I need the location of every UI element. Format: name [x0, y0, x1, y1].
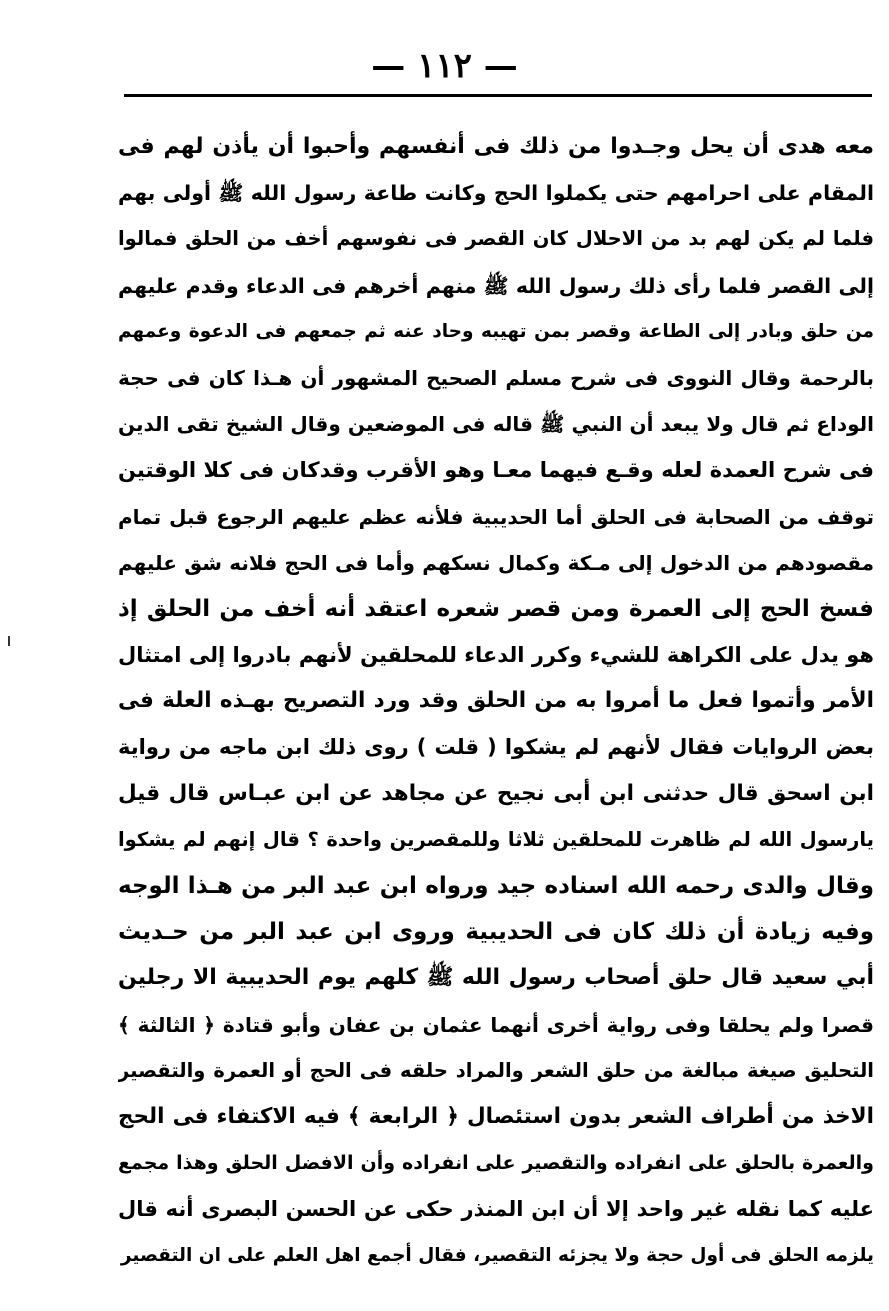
text-line: من حلق وبادر إلى الطاعة وقصر بمن تهيبه وحاد عنه ثم جمعهم فى الدعوة وعمهم: [118, 320, 874, 342]
text-line: الاخذ من أطراف الشعر بدون استئصال ﴿ الرابعة ﴾ فيه الاكتفاء فى الحج: [118, 1103, 874, 1129]
text-line: يلزمه الحلق فى أول حجة ولا يجزئه التقصير، فقال أجمع اهل العلم على ان التقصير: [120, 1244, 874, 1266]
page-number: — ١١٢ —: [371, 46, 518, 86]
text-line: وقال والدى رحمه الله اسناده جيد ورواه ابن عبد البر من هـذا الوجه: [118, 873, 874, 899]
text-line: الوداع ثم قال ولا يبعد أن النبي ﷺ قاله فى الموضعين وقال الشيخ تقى الدين: [118, 412, 874, 437]
text-line: بالرحمة وقال النووى فى شرح مسلم الصحيح المشهور أن هـذا كان فى حجة: [118, 365, 874, 390]
text-line: فسخ الحج إلى العمرة ومن قصر شعره اعتقد أنه أخف من الحلق إذ: [118, 595, 874, 622]
text-line: التحليق صيغة مبالغة من حلق الشعر والمراد حلقه فى الحج أو العمرة والتقصير: [118, 1058, 874, 1082]
text-line: معه هدى أن يحل وجـدوا من ذلك فى أنفسهم وأحبوا أن يأذن لهم فى: [118, 134, 874, 159]
text-line: عليه كما نقله غير واحد إلا أن ابن المنذر حكى عن الحسن البصرى أنه قال: [118, 1197, 874, 1222]
header-rule: [124, 94, 872, 97]
text-line: إلى القصر فلما رأى ذلك رسول الله ﷺ منهم أخرهم فى الدعاء وقدم عليهم: [118, 273, 874, 298]
text-line: والعمرة بالحلق على انفراده والتقصير على انفراده وأن الافضل الحلق وهذا مجمع: [118, 1152, 874, 1175]
scan-edge-mark: [8, 636, 10, 646]
text-line: فلما لم يكن لهم بد من الاحلال كان القصر فى نفوسهم أخف من الحلق فمالوا: [118, 227, 874, 251]
text-line: قصرا ولم يحلقا وفى رواية أخرى أنهما عثمان بن عفان وأبو قتادة ﴿ الثالثة ﴾: [118, 1012, 874, 1037]
text-line: ابن اسحق قال حدثنى ابن أبى نجيح عن مجاهد عن ابن عبـاس قال قيل: [118, 780, 874, 806]
page-body-text: [118, 124, 874, 1279]
text-line: وفيه زيادة أن ذلك كان فى الحديبية وروى ابن عبد البر من حـديث: [118, 919, 874, 946]
text-line: فى شرح العمدة لعله وقـع فيهما معـا وهو الأقرب وقدكان فى كلا الوقتين: [118, 458, 874, 483]
text-line: هو يدل على الكراهة للشيء وكرر الدعاء للمحلقين لأنهم بادروا إلى امتثال: [118, 643, 874, 668]
text-line: أبي سعيد قال حلق أصحاب رسول الله ﷺ كلهم يوم الحديبية الا رجلين: [118, 965, 874, 991]
text-line: يارسول الله لم ظاهرت للمحلقين ثلاثا وللمقصرين واحدة ؟ قال إنهم لم يشكوا: [118, 827, 874, 851]
text-line: بعض الروايات فقال لأنهم لم يشكوا ( قلت ) روى ذلك ابن ماجه من رواية: [118, 735, 874, 760]
text-line: المقام على احرامهم حتى يكملوا الحج وكانت طاعة رسول الله ﷺ أولى بهم: [118, 181, 874, 206]
text-line: الأمر وأتموا فعل ما أمروا به من الحلق وقد ورد التصريح بهـذه العلة فى: [118, 688, 874, 714]
text-line: مقصودهم من الدخول إلى مـكة وكمال نسكهم وأما فى الحج فلانه شق عليهم: [118, 550, 874, 575]
text-line: توقف من الصحابة فى الحلق أما الحديبية فلأنه عظم عليهم الرجوع قبل تمام: [118, 504, 874, 529]
